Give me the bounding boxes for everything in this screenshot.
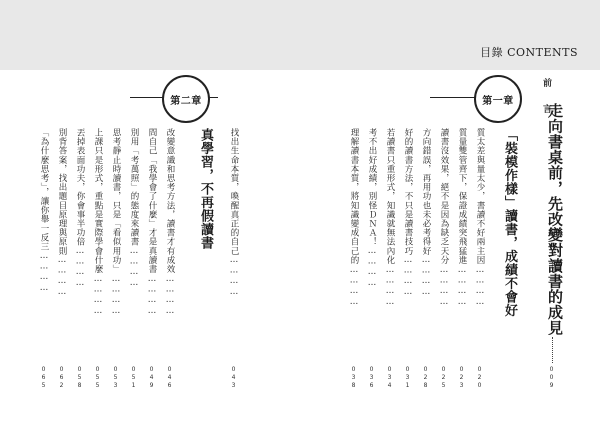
toc-entry[interactable]: 思考靜止時讀書，只是「看似用功」………… (111, 128, 121, 317)
toc-entry[interactable]: 找出生命本質，喚醒真正的自己………… (229, 128, 239, 298)
page-number: 031 (404, 366, 411, 390)
chapter-1-badge-label: 第一章 (482, 95, 514, 107)
toc-entry[interactable]: 讀書沒效果，絕不是因為缺乏天分………… (439, 128, 449, 307)
leader-dots: ………… (111, 273, 121, 317)
toc-entry[interactable]: 別背答案，找出題目原理與原則………… (57, 128, 67, 298)
leader-dots: ………… (93, 273, 103, 317)
page-number: 049 (148, 366, 155, 390)
page-number: 051 (130, 366, 137, 390)
page-number: 034 (386, 366, 393, 390)
toc-entry[interactable]: 別用「考萬照」的態度來讀書………… (129, 128, 139, 289)
leader-dots: ………… (457, 264, 467, 307)
toc-entry[interactable]: 理解讀書本質，將知識變成自己的………… (349, 128, 359, 307)
toc-entry[interactable]: 「為什麼思考」，讓你舉一反三………… (39, 128, 49, 294)
leader-dots: ………… (385, 264, 395, 307)
leader-dots: ………… (39, 251, 49, 294)
foreword-label: 前 言 (541, 78, 551, 117)
toc-entry[interactable]: 好的讀書方法，不只是讀書技巧………… (403, 128, 413, 298)
toc-entry[interactable]: 質太差與量太少，書讀不好兩主因………… (475, 128, 485, 307)
page-number: 023 (458, 366, 465, 390)
leader-dots: ………… (439, 264, 449, 307)
leader-dots: ………… (367, 246, 377, 289)
chapter-2-title[interactable]: 真學習，不再假讀書 (198, 128, 213, 250)
page-number: 062 (58, 366, 65, 390)
page-number: 020 (476, 366, 483, 390)
leader-dots: ………… (421, 255, 431, 298)
leader-dots: ………… (57, 255, 67, 298)
chapter-1-title[interactable]: 「裝模作樣」讀書，成績不會好 (502, 128, 517, 317)
leader-dots: ………… (349, 264, 359, 307)
chapter-1-badge (474, 75, 522, 123)
leader-dots: ………… (147, 273, 157, 317)
toc-entry[interactable]: 若讀書只重形式，知識就無法內化………… (385, 128, 395, 307)
toc-entry[interactable]: 改變意識和思考方法，讀書才有成效………… (165, 128, 175, 317)
toc-entry[interactable]: 質量雙管齊下，保證成績突飛猛進………… (457, 128, 467, 307)
toc-entry[interactable]: 問自己「我學會了什麼」才是真讀書………… (147, 128, 157, 317)
leader-dots: ………… (475, 264, 485, 307)
contents-header: 目錄 CONTENTS (480, 46, 578, 59)
toc-entry[interactable]: 考不出好成績，別怪ＤＮＡ！………… (367, 128, 377, 289)
leader-dots: ………… (75, 246, 85, 289)
toc-entry[interactable]: 方向錯誤，再用功也未必考得好………… (421, 128, 431, 298)
toc-entry[interactable]: 上課只是形式，重點是實際學會什麼………… (93, 128, 103, 317)
page-number: 058 (76, 366, 83, 390)
page-number: 025 (440, 366, 447, 390)
foreword-title[interactable]: 走向書桌前，先改變對讀書的成見 (546, 103, 564, 336)
page-number: 046 (166, 366, 173, 390)
page-number: 036 (368, 366, 375, 390)
page-number: 055 (94, 366, 101, 390)
toc-entry[interactable]: 丟掉表面功夫，你會事半功倍………… (75, 128, 85, 289)
leader-dots (552, 337, 554, 363)
page-number: 028 (422, 366, 429, 390)
page-number: 053 (112, 366, 119, 390)
leader-dots: ………… (129, 246, 139, 289)
page-number: 038 (350, 366, 357, 390)
chapter-2-badge-label: 第二章 (170, 95, 202, 107)
page-number: 065 (40, 366, 47, 390)
leader-dots: ………… (165, 273, 175, 317)
page-number: 009 (548, 366, 555, 390)
leader-dots: ………… (229, 255, 239, 298)
leader-dots: ………… (403, 255, 413, 298)
page-number: 043 (230, 366, 237, 390)
chapter-2-badge (162, 75, 210, 123)
